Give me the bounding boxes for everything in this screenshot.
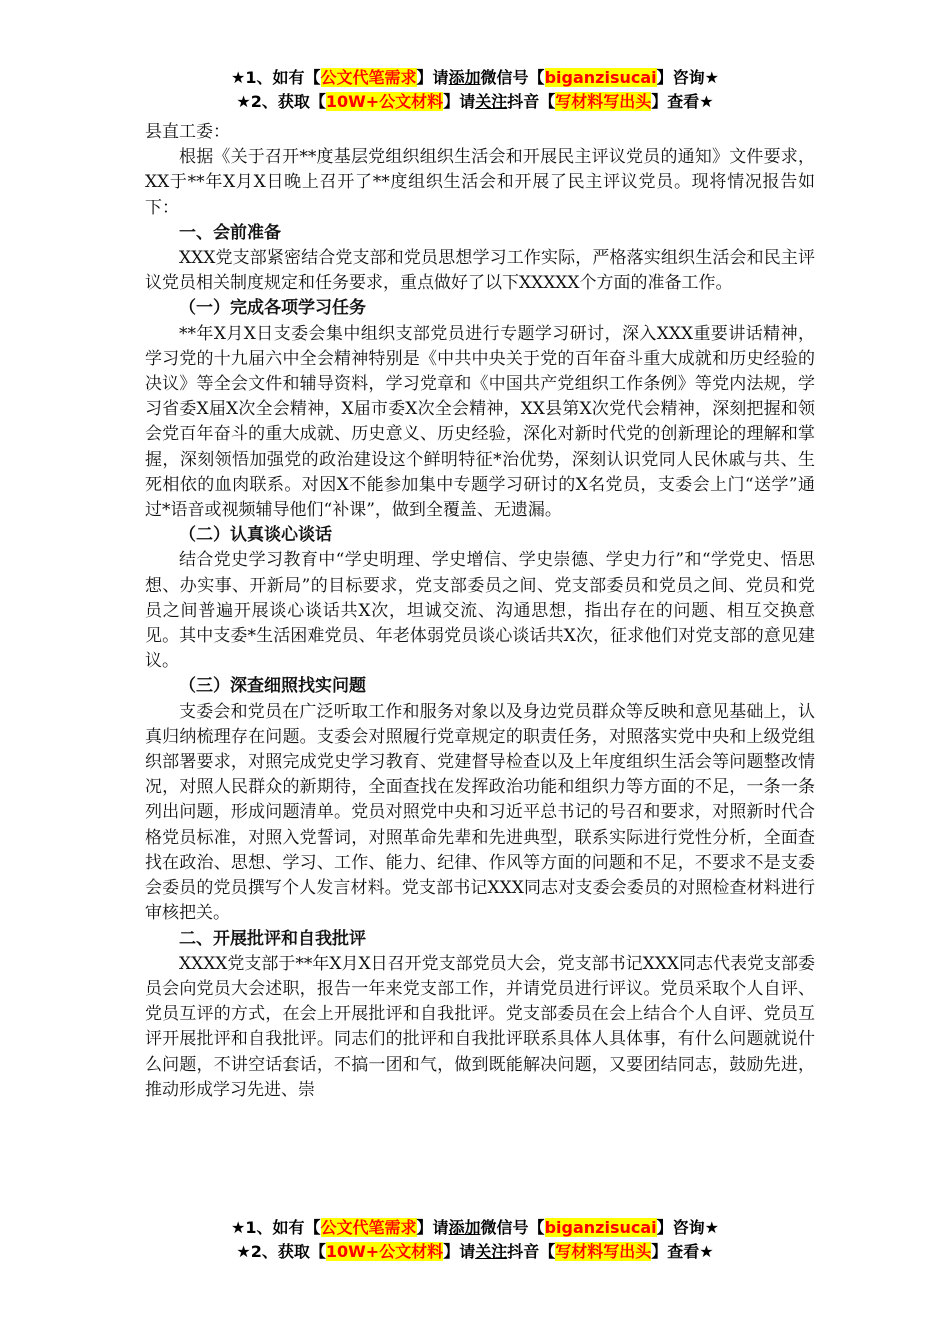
- promo-text: 】咨询★: [656, 1218, 719, 1237]
- promo-underlined: 关注: [475, 92, 508, 111]
- promo-text: 2、获取【: [250, 92, 326, 111]
- body-paragraph: XXXX党支部于**年X月X日召开党支部党员大会，党支部书记XXX同志代表党支部委员会向党员大会述职，报告一年来党支部工作，并请党员进行评议。党员采取个人自评、党员互评的方式，在会上开展批评和自我批评。党支部委员在会上结合个人自评、党员互评开展批评和自我批评。同志们的批评和自我批评联系具体人具体事，有什么问题就说什么问题，不讲空话套话，不搞一团和气，做到既能解决问题，又要团结同志，鼓励先进，推动形成学习先进、崇: [145, 953, 815, 1100]
- subsection-heading: （二）认真谈心谈话: [179, 525, 332, 546]
- star-icon: ★: [231, 1218, 246, 1237]
- promo-text: 】查看★: [651, 1242, 714, 1261]
- promo-line-1: [0, 1216, 950, 1240]
- star-icon: ★: [236, 92, 251, 111]
- promo-text: 1、如有【: [245, 68, 321, 87]
- section-heading: 一、会前准备: [179, 222, 281, 243]
- promo-text: 】请: [416, 68, 449, 87]
- body-paragraph: 结合党史学习教育中“学史明理、学史增信、学史崇德、学史力行”和“学党史、悟思想、办实事、开新局”的目标要求，党支部委员之间、党支部委员和党员之间、党员和党员之间普遍开展谈心谈话共X次，坦诚交流、沟通思想，指出存在的问题、相互交换意见。其中支委*生活困难党员、年老体弱党员谈心谈话共X次，征求他们对党支部的意见建议。: [145, 550, 815, 672]
- promo-highlight: biganzisucai: [544, 1218, 657, 1237]
- promo-line-2: [0, 90, 950, 114]
- promo-text: 1、如有【: [245, 1218, 321, 1237]
- promo-highlight: 写材料写出头: [555, 1242, 652, 1261]
- promo-highlight: 10W+公文材料: [325, 1242, 444, 1261]
- bottom-promo-banner: [0, 1216, 950, 1264]
- document-body: [145, 120, 815, 1103]
- promo-highlight: 公文代笔需求: [320, 1218, 417, 1237]
- promo-line-1: [0, 66, 950, 90]
- promo-underlined: 添加: [448, 68, 481, 87]
- intro-paragraph: 根据《关于召开**度基层党组织组织生活会和开展民主评议党员的通知》文件要求，XX于**年X月X日晚上召开了**度组织生活会和开展了民主评议党员。现将情况报告如下：: [145, 147, 815, 218]
- promo-text: 2、获取【: [250, 1242, 326, 1261]
- top-promo-banner: [0, 66, 950, 114]
- promo-text: 微信号【: [480, 68, 545, 87]
- promo-text: 抖音【: [507, 1242, 556, 1261]
- promo-text: 】请: [443, 1242, 476, 1261]
- star-icon: ★: [236, 1242, 251, 1261]
- promo-text: 微信号【: [480, 1218, 545, 1237]
- salutation: 县直工委：: [145, 122, 230, 142]
- promo-highlight: 写材料写出头: [555, 92, 652, 111]
- promo-text: 】咨询★: [656, 68, 719, 87]
- subsection-heading: （三）深查细照找实问题: [179, 676, 366, 697]
- body-paragraph: 支委会和党员在广泛听取工作和服务对象以及身边党员群众等反映和意见基础上，认真归纳梳理存在问题。支委会对照履行党章规定的职责任务，对照落实党中央和上级党组织部署要求，对照完成党史学习教育、党建督导检查以及上年度组织生活会等问题整改情况，对照人民群众的新期待，全面查找在发挥政治功能和组织力等方面的不足，一条一条列出问题，形成问题清单。党员对照党中央和习近平总书记的号召和要求，对照新时代合格党员标准，对照入党誓词，对照革命先辈和先进典型，联系实际进行党性分析，全面查找在政治、思想、学习、工作、能力、纪律、作风等方面的问题和不足，不要求不是支委会委员的党员撰写个人发言材料。党支部书记XXX同志对支委会委员的对照检查材料进行审核把关。: [145, 701, 815, 924]
- promo-highlight: 10W+公文材料: [325, 92, 444, 111]
- subsection-heading: （一）完成各项学习任务: [179, 298, 366, 319]
- promo-underlined: 添加: [448, 1218, 481, 1237]
- promo-text: 抖音【: [507, 92, 556, 111]
- body-paragraph: XXX党支部紧密结合党支部和党员思想学习工作实际，严格落实组织生活会和民主评议党员相关制度规定和任务要求，重点做好了以下XXXXX个方面的准备工作。: [145, 248, 815, 294]
- promo-text: 】请: [443, 92, 476, 111]
- star-icon: ★: [231, 68, 246, 87]
- promo-line-2: [0, 1240, 950, 1264]
- promo-text: 】查看★: [651, 92, 714, 111]
- promo-highlight: 公文代笔需求: [320, 68, 417, 87]
- section-heading: 二、开展批评和自我批评: [179, 928, 366, 949]
- promo-underlined: 关注: [475, 1242, 508, 1261]
- promo-text: 】请: [416, 1218, 449, 1237]
- body-paragraph: **年X月X日支委会集中组织支部党员进行专题学习研讨，深入XXX重要讲话精神，学习党的十九届六中全会精神特别是《中共中央关于党的百年奋斗重大成就和历史经验的决议》等全会文件和辅导资料，学习党章和《中国共产党组织工作条例》等党内法规，学习省委X届X次全会精神，X届市委X次全会精神，XX县第X次党代会精神，深刻把握和领会党百年奋斗的重大成就、历史意义、历史经验，深化对新时代党的创新理论的理解和掌握，深刻领悟加强党的政治建设这个鲜明特征*治优势，深刻认识党同人民休戚与共、生死相依的血肉联系。对因X不能参加集中专题学习研讨的X名党员，支委会上门“送学”通过*语音或视频辅导他们“补课”，做到全覆盖、无遗漏。: [145, 323, 815, 521]
- promo-highlight: biganzisucai: [544, 68, 657, 87]
